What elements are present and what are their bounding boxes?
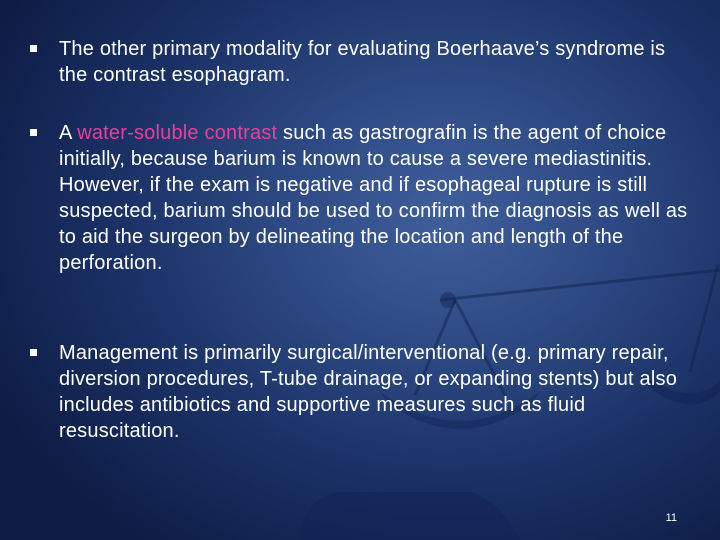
- slide-number: 11: [665, 512, 677, 524]
- highlighted-term: water-soluble contrast: [77, 122, 278, 144]
- square-bullet-icon: [30, 129, 37, 136]
- bullet-text-before: A: [59, 122, 78, 144]
- bullet-text: The other primary modality for evaluating Boerhaave’s syndrome is the contrast esophagram.: [59, 38, 666, 86]
- square-bullet-icon: [30, 349, 37, 356]
- bullet-item-water-soluble-contrast: [30, 120, 690, 276]
- bullet-item-contrast-esophagram: [30, 36, 690, 88]
- square-bullet-icon: [30, 45, 37, 52]
- bullet-text-after: such as gastrografin is the agent of choice initially, because barium is known to cause a severe mediastinitis. However, if the exam is negative and if esophageal rupture is still suspected, barium should be used to confirm the diagnosis as well as to aid the surgeon by delineating the location and length of the perforation.: [59, 122, 688, 274]
- bullet-list: [30, 36, 690, 444]
- bullet-item-management: [30, 340, 690, 444]
- bullet-text: Management is primarily surgical/interventional (e.g. primary repair, diversion procedures, T-tube drainage, or expanding stents) but also includes antibiotics and supportive measures such as fluid resuscitation.: [59, 342, 678, 442]
